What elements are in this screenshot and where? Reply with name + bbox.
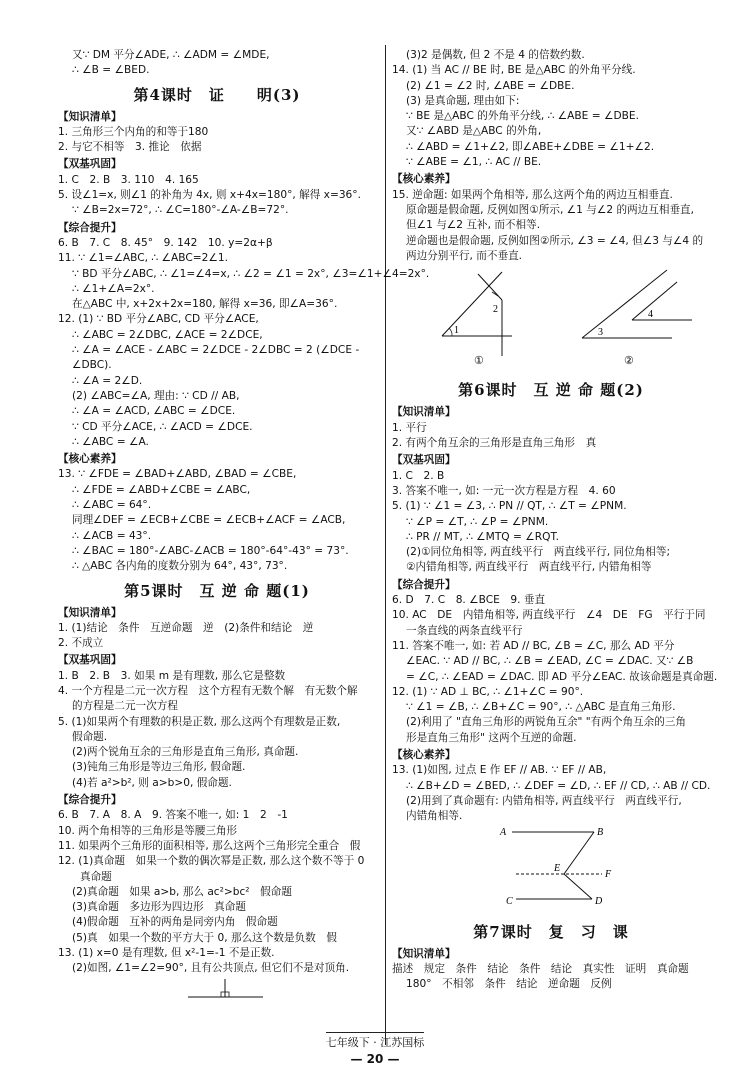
angle-label: 1: [454, 325, 459, 337]
answer-line: 1. 平行: [392, 421, 427, 434]
right-column: [392, 48, 718, 993]
page-footer: [0, 1031, 750, 1066]
answer-line: 4. 一个方程是二元一次方程 这个方程有无数个解 有无数个解: [58, 684, 358, 697]
text-line: (3)2 是偶数, 但 2 不是 4 的倍数约数.: [406, 49, 585, 61]
angle-label: 3: [598, 327, 603, 339]
point-label: B: [597, 827, 604, 839]
answer-line: (2)两个锐角互余的三角形是直角三角形, 真命题.: [72, 746, 299, 759]
answer-line: 两边分别平行, 而不垂直.: [406, 249, 523, 262]
answer-line: (2)利用了 "直角三角形的两锐角互余" "有两个角互余的三角: [406, 716, 687, 729]
answer-line: (3)钝角三角形是等边三角形, 假命题.: [72, 761, 246, 774]
answer-line: (4)假命题 互补的两角是同旁内角 假命题: [72, 916, 278, 929]
answer-line: 6. D 7. C 8. ∠BCE 9. 垂直: [392, 594, 546, 607]
column-divider: [385, 45, 386, 1045]
answer-line: ∵ BD 平分∠ABC, ∴ ∠1=∠4=x, ∴ ∠2 = ∠1 = 2x°, ∠3=∠1+∠4=2x°.: [72, 267, 430, 280]
answer-line: ∴ ∠1+∠A=2x°.: [72, 282, 155, 295]
point-label: E: [554, 863, 561, 875]
lesson-title: 第7课时 复 习 课: [473, 922, 629, 941]
answer-line: ∵ ∠1 = ∠B, ∴ ∠B+∠C = 90°, ∴ △ABC 是直角三角形.: [406, 701, 676, 714]
answer-line: ∵ ∠B=2x=72°, ∴ ∠C=180°-∠A-∠B=72°.: [72, 204, 289, 217]
answer-line: 的方程是二元一次方程: [72, 700, 178, 713]
perpendicular-angles-figure: [58, 977, 376, 999]
section-heading: 【核心素养】: [392, 748, 456, 761]
answer-line: ∴ ∠ACB = 43°.: [72, 529, 152, 542]
answer-line: 在△ABC 中, x+2x+2x=180, 解得 x=36, 即∠A=36°.: [72, 298, 338, 311]
answer-line: 逆命题也是假命题, 反例如图②所示, ∠3 = ∠4, 但∠3 与∠4 的: [406, 234, 704, 247]
answer-line: ②内错角相等, 两直线平行 两直线平行, 内错角相等: [406, 561, 652, 574]
answer-line: 假命题.: [72, 730, 108, 743]
answer-line: 同理∠DEF = ∠ECB+∠CBE = ∠ECB+∠ACF = ∠ACB,: [72, 514, 346, 527]
answer-line: ∴ ∠BAC = 180°-∠ABC-∠ACB = 180°-64°-43° = 73°.: [72, 544, 349, 557]
fig2-upper-slant: [632, 282, 677, 320]
answer-line: 180° 不相邻 条件 结论 逆命题 反例: [406, 978, 612, 991]
answer-line: (2)用到了真命题有: 内错角相等, 两直线平行 两直线平行,: [406, 794, 682, 807]
section-heading: 【双基巩固】: [58, 654, 122, 667]
answer-line: ∴ ∠FDE = ∠ABD+∠CBE = ∠ABC,: [72, 483, 251, 496]
answer-line: 10. AC DE 内错角相等, 两直线平行 ∠4 DE FG 平行于同: [392, 609, 706, 622]
answer-line: (2)真命题 如果 a>b, 那么 ac²>bc² 假命题: [72, 885, 292, 898]
answer-line: 5. 设∠1=x, 则∠1 的补角为 4x, 则 x+4x=180°, 解得 x=36°.: [58, 189, 361, 202]
answer-line: 3. 答案不唯一, 如: 一元一次方程是方程 4. 60: [392, 484, 616, 497]
text-line: 又∵ ∠ABD 是△ABC 的外角,: [406, 125, 542, 138]
answer-line: 1. C 2. B 3. 110 4. 165: [58, 173, 199, 186]
figure-1: [442, 272, 512, 367]
text-line: 14. (1) 当 AC // BE 时, BE 是△ABC 的外角平分线.: [392, 64, 636, 77]
point-label: D: [595, 896, 603, 908]
answer-line: (3)真命题 多边形为四边形 真命题: [72, 901, 246, 914]
answer-line: 2. 有两个角互余的三角形是直角三角形 真: [392, 437, 597, 450]
answer-line: ∴ ∠A = ∠ACD, ∠ABC = ∠DCE.: [72, 405, 236, 418]
point-label: F: [605, 869, 612, 881]
text-line: 又∵ DM 平分∠ADE, ∴ ∠ADM = ∠MDE,: [72, 49, 270, 61]
section-heading: 【综合提升】: [58, 221, 122, 234]
lesson-title: 第6课时 互 逆 命 题(2): [458, 381, 644, 400]
answer-line: ∠DBC).: [72, 359, 112, 372]
lesson-title: 第5课时 互 逆 命 题(1): [124, 581, 310, 600]
answer-line: ∴ ∠B+∠D = ∠BED, ∴ ∠DEF = ∠D, ∴ EF // CD, ∴ AB // CD.: [406, 779, 711, 792]
section-heading: 【知识清单】: [58, 110, 122, 123]
text-line: ∴ ∠B = ∠BED.: [72, 64, 150, 77]
answer-line: ∴ ∠ABC = 2∠DBC, ∠ACE = 2∠DCE,: [72, 328, 263, 341]
answer-line: ∴ PR // MT, ∴ ∠MTQ = ∠RQT.: [406, 530, 560, 543]
answer-line: 描述 规定 条件 结论 条件 结论 真实性 证明 真命题: [392, 963, 689, 976]
section-heading: 【知识清单】: [58, 606, 122, 619]
fig2-slant-line: [582, 270, 667, 338]
answer-line: ∠EAC. ∵ AD // BC, ∴ ∠B = ∠EAD, ∠C = ∠DAC. 又∵ ∠B: [406, 655, 694, 668]
section-heading: 【双基巩固】: [58, 158, 122, 171]
line-be: [564, 832, 594, 874]
answer-line: 1. C 2. B: [392, 469, 445, 482]
text-line: ∵ ∠ABE = ∠1, ∴ AC // BE.: [406, 156, 542, 169]
answer-line: 13. ∵ ∠FDE = ∠BAD+∠ABD, ∠BAD = ∠CBE,: [58, 468, 297, 481]
answer-line: 6. B 7. A 8. A 9. 答案不唯一, 如: 1 2 -1: [58, 809, 288, 822]
answer-line: 1. B 2. B 3. 如果 m 是有理数, 那么它是整数: [58, 669, 286, 682]
answer-line: ∴ ∠A = 2∠D.: [72, 374, 143, 387]
answer-line: 2. 不成立: [58, 637, 104, 650]
book-grade-label: 七年级下 · 江苏国标: [326, 1032, 425, 1050]
answer-line: = ∠C, ∴ ∠EAD = ∠DAC. 即 AD 平分∠EAC. 故该命题是真命题.: [406, 670, 718, 683]
answer-line: 5. (1) ∵ ∠1 = ∠3, ∴ PN // QT, ∴ ∠T = ∠PNM.: [392, 500, 627, 513]
answer-line: 2. 与它不相等 3. 推论 依据: [58, 141, 202, 154]
section-heading: 【核心素养】: [392, 173, 456, 186]
answer-line: ∵ CD 平分∠ACE, ∴ ∠ACD = ∠DCE.: [72, 420, 253, 433]
figure-2: [582, 270, 692, 367]
answer-line: 形是直角三角形" 这两个互逆的命题.: [406, 731, 577, 744]
text-line: (2) ∠1 = ∠2 时, ∠ABE = ∠DBE.: [406, 79, 575, 92]
answer-line: 11. 如果两个三角形的面积相等, 那么这两个三角形完全重合 假: [58, 839, 361, 852]
answer-line: ∵ ∠P = ∠T, ∴ ∠P = ∠PNM.: [406, 515, 549, 528]
figures-1-2: [392, 264, 710, 369]
page-number: — 20 —: [350, 1052, 400, 1066]
answer-line: 11. 答案不唯一, 如: 若 AD // BC, ∠B = ∠C, 那么 AD 平分: [392, 639, 675, 652]
answer-line: 15. 逆命题: 如果两个角相等, 那么这两个角的两边互相垂直.: [392, 188, 673, 201]
section-heading: 【知识清单】: [392, 947, 456, 960]
point-label: A: [500, 827, 507, 839]
point-label: C: [506, 896, 513, 908]
answer-line: 11. ∵ ∠1=∠ABC, ∴ ∠ABC=2∠1.: [58, 252, 228, 265]
answer-line: 12. (1) ∵ AD ⊥ BC, ∴ ∠1+∠C = 90°.: [392, 685, 584, 698]
section-heading: 【双基巩固】: [392, 454, 456, 467]
answer-line: 真命题: [80, 870, 112, 883]
answer-line: 原命题是假命题, 反例如图①所示, ∠1 与∠2 的两边互相垂直,: [406, 203, 695, 216]
answer-line: ∴ ∠A = ∠ACE - ∠ABC = 2∠DCE - 2∠DBC = 2 (∠DCE -: [72, 344, 360, 357]
fig1-perp-line: [478, 274, 502, 300]
answer-line: 1. (1)结论 条件 互逆命题 逆 (2)条件和结论 逆: [58, 621, 314, 634]
angle-arc: [449, 328, 452, 336]
answer-line: (2)①同位角相等, 两直线平行 两直线平行, 同位角相等;: [406, 546, 671, 559]
answer-line: (5)真 如果一个数的平方大于 0, 那么这个数是负数 假: [72, 931, 337, 944]
answer-line: 内错角相等.: [406, 810, 463, 823]
answer-line: (2) ∠ABC=∠A, 理由: ∵ CD // AB,: [72, 389, 240, 402]
section-heading: 【综合提升】: [58, 794, 122, 807]
answer-line: 一条直线的两条直线平行: [406, 624, 523, 637]
answer-line: 12. (1) ∵ BD 平分∠ABC, CD 平分∠ACE,: [58, 313, 259, 326]
figure-3-parallel-lines: [392, 824, 710, 910]
section-heading: 【综合提升】: [392, 578, 456, 591]
answer-line: 12. (1)真命题 如果一个数的偶次幂是正数, 那么这个数不等于 0: [58, 855, 365, 868]
text-line: (3) 是真命题, 理由如下:: [406, 94, 520, 107]
answer-line: 1. 三角形三个内角的和等于180: [58, 125, 209, 138]
answer-line: ∴ △ABC 各内角的度数分别为 64°, 43°, 73°.: [72, 560, 288, 573]
answer-line: 但∠1 与∠2 互补, 而不相等.: [406, 219, 541, 232]
section-heading: 【知识清单】: [392, 406, 456, 419]
answer-line: 5. (1)如果两个有理数的积是正数, 那么这两个有理数是正数,: [58, 715, 341, 728]
answer-line: 6. B 7. C 8. 45° 9. 142 10. y=2α+β: [58, 236, 273, 249]
answer-line: ∴ ∠ABC = 64°.: [72, 499, 152, 512]
answer-line: (2)如图, ∠1=∠2=90°, 且有公共顶点, 但它们不是对顶角.: [72, 962, 350, 975]
answer-line: 13. (1)如图, 过点 E 作 EF // AB. ∵ EF // AB,: [392, 764, 607, 777]
text-line: ∴ ∠ABD = ∠1+∠2, 即∠ABE+∠DBE = ∠1+∠2.: [406, 140, 655, 153]
answer-line: 13. (1) x=0 是有理数, 但 x²-1=-1 不是正数.: [58, 947, 275, 960]
text-line: ∵ BE 是△ABC 的外角平分线, ∴ ∠ABE = ∠DBE.: [406, 110, 639, 123]
angle-label: 2: [493, 304, 498, 316]
answer-line: 10. 两个角相等的三角形是等腰三角形: [58, 824, 238, 837]
figure-caption: ②: [624, 355, 634, 368]
angle-label: 4: [648, 309, 653, 321]
answer-line: ∴ ∠ABC = ∠A.: [72, 435, 149, 448]
section-heading: 【核心素养】: [58, 453, 122, 466]
lesson-title: 第4课时 证 明(3): [133, 85, 301, 104]
answer-line: (4)若 a²>b², 则 a>b>0, 假命题.: [72, 776, 232, 789]
line-ed: [564, 874, 592, 899]
figure-caption: ①: [474, 355, 484, 368]
